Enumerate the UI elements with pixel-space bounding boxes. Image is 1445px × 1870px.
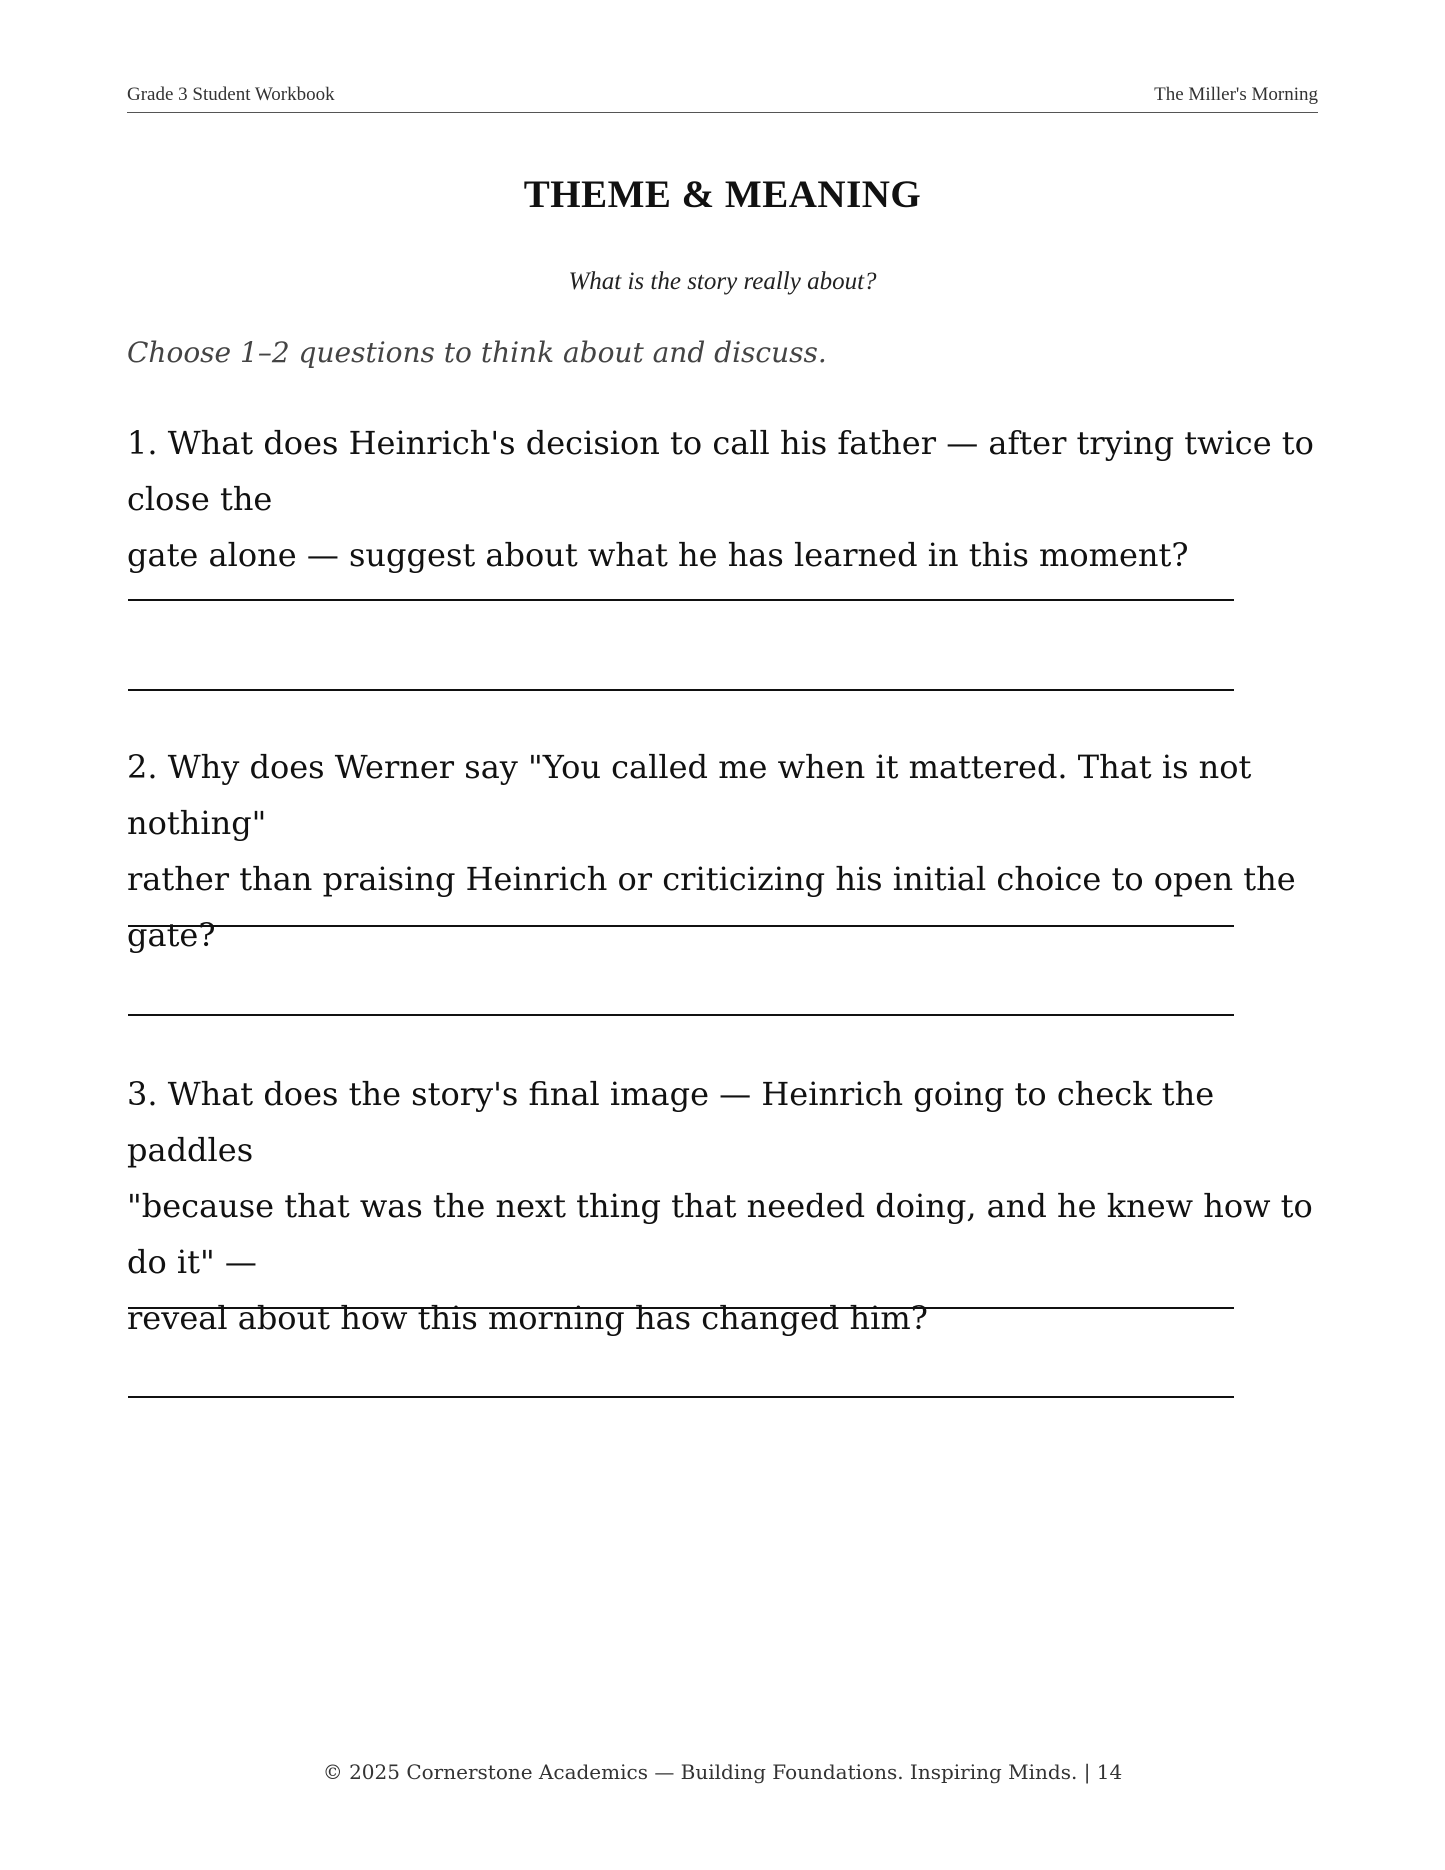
- question-2-line-1: 2. Why does Werner say "You called me when it mattered. That is not nothing": [127, 748, 1252, 842]
- answer-line-2a[interactable]: [128, 925, 1234, 927]
- question-2: [127, 739, 1327, 963]
- question-3-line-1: 3. What does the story's final image — Heinrich going to check the paddles: [127, 1075, 1215, 1169]
- question-3: [127, 1066, 1327, 1346]
- instructions: Choose 1–2 questions to think about and discuss.: [127, 336, 827, 369]
- question-3-line-2: "because that was the next thing that needed doing, and he knew how to do it" —: [127, 1187, 1313, 1281]
- workbook-label: Grade 3 Student Workbook: [127, 84, 335, 105]
- question-1: [127, 415, 1327, 583]
- answer-line-3b[interactable]: [128, 1396, 1234, 1398]
- running-header: [127, 82, 1318, 113]
- question-1-line-2: gate alone — suggest about what he has learned in this moment?: [127, 536, 1189, 574]
- page-footer: © 2025 Cornerstone Academics — Building Foundations. Inspiring Minds. | 14: [322, 1760, 1123, 1784]
- question-2-line-2: rather than praising Heinrich or criticizing his initial choice to open the gate?: [127, 860, 1296, 954]
- answer-line-2b[interactable]: [128, 1014, 1234, 1016]
- answer-line-1b[interactable]: [128, 689, 1234, 691]
- page-subtitle: What is the story really about?: [568, 268, 877, 295]
- question-1-line-1: 1. What does Heinrich's decision to call his father — after trying twice to close the: [127, 424, 1314, 518]
- answer-line-3a[interactable]: [128, 1307, 1234, 1309]
- page-title: THEME & MEANING: [523, 173, 922, 216]
- answer-line-1a[interactable]: [128, 599, 1234, 601]
- story-title-label: The Miller's Morning: [1154, 84, 1318, 105]
- question-3-line-3: reveal about how this morning has changed him?: [127, 1299, 928, 1337]
